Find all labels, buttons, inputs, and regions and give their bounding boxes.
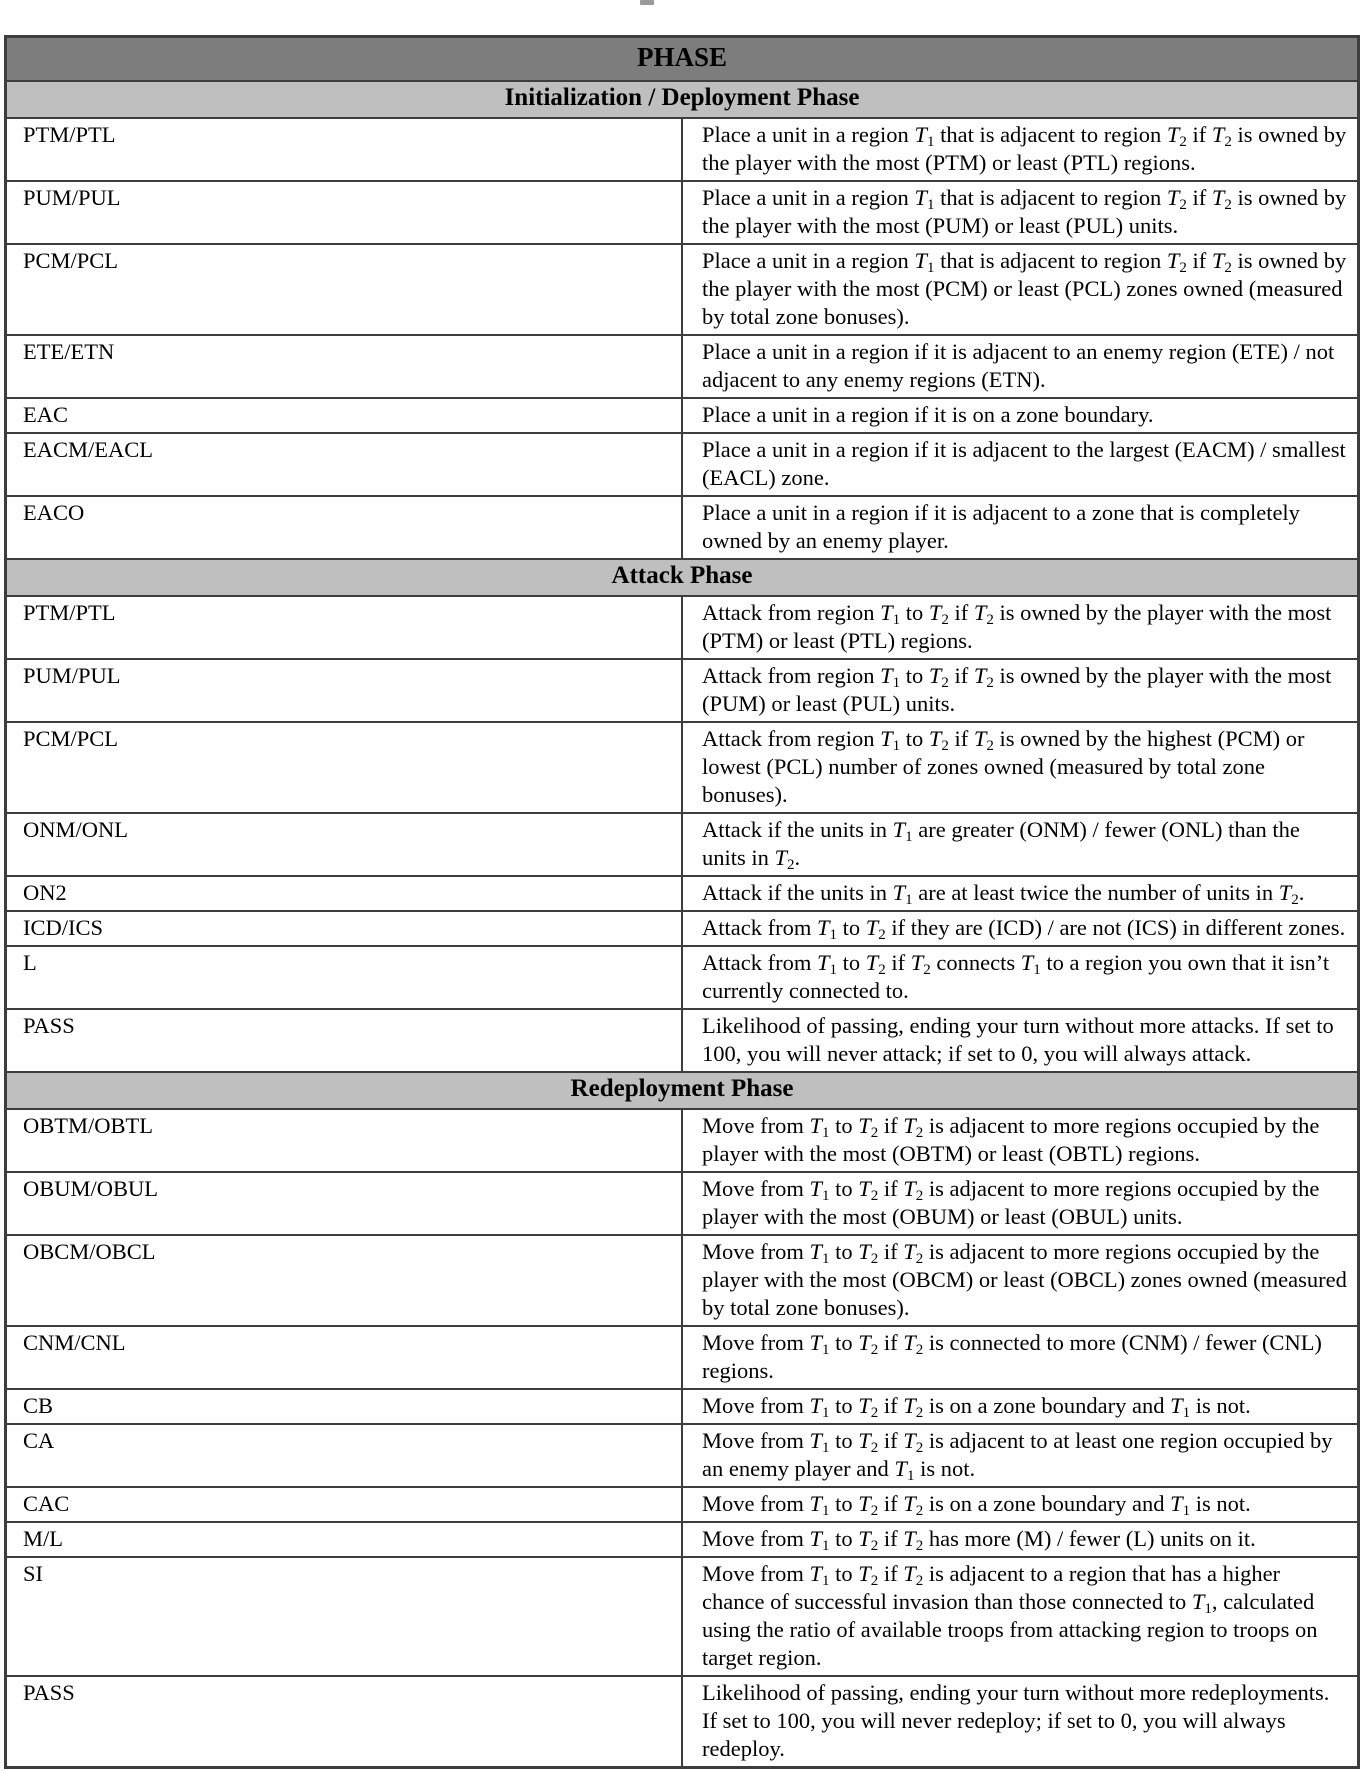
table-row: [6, 911, 1359, 946]
rule-code: CAC: [6, 1487, 683, 1522]
rule-code: EAC: [6, 398, 683, 433]
table-row: [6, 722, 1359, 813]
rule-code: ICD/ICS: [6, 911, 683, 946]
table-header-row: [6, 37, 1359, 82]
rule-description: Move from $T_1$ to $T_2$ if $T_2$ is connected to more (CNM) / fewer (CNL) regions.: [682, 1326, 1359, 1389]
section-label: Attack Phase: [6, 559, 1359, 596]
rule-code: PTM/PTL: [6, 596, 683, 659]
section-label: Redeployment Phase: [6, 1072, 1359, 1109]
rule-description: Move from $T_1$ to $T_2$ if $T_2$ is adjacent to more regions occupied by the player with the most (OBTM) or least (OBTL) regions.: [682, 1109, 1359, 1172]
table-row: [6, 1522, 1359, 1557]
table-row: [6, 335, 1359, 398]
rule-description: Move from $T_1$ to $T_2$ if $T_2$ is on a zone boundary and $T_1$ is not.: [682, 1389, 1359, 1424]
phase-table-body: [6, 81, 1359, 1768]
rule-description: Place a unit in a region $T_1$ that is adjacent to region $T_2$ if $T_2$ is owned by the player with the most (PUM) or least (PUL) units.: [682, 181, 1359, 244]
rule-description: Move from $T_1$ to $T_2$ if $T_2$ is adjacent to more regions occupied by the player with the most (OBUM) or least (OBUL) units.: [682, 1172, 1359, 1235]
rule-description: Attack if the units in $T_1$ are at least twice the number of units in $T_2$.: [682, 876, 1359, 911]
table-row: [6, 1109, 1359, 1172]
table-row: [6, 1326, 1359, 1389]
rule-description: Move from $T_1$ to $T_2$ if $T_2$ has more (M) / fewer (L) units on it.: [682, 1522, 1359, 1557]
rule-description: Place a unit in a region $T_1$ that is adjacent to region $T_2$ if $T_2$ is owned by the player with the most (PTM) or least (PTL) regions.: [682, 118, 1359, 181]
rule-code: PCM/PCL: [6, 244, 683, 335]
phase-rules-table: [4, 35, 1360, 1769]
rule-code: SI: [6, 1557, 683, 1676]
rule-description: Place a unit in a region if it is adjacent to a zone that is completely owned by an enemy player.: [682, 496, 1359, 559]
rule-description: Attack from region $T_1$ to $T_2$ if $T_2$ is owned by the highest (PCM) or lowest (PCL) number of zones owned (measured by total zone bonuses).: [682, 722, 1359, 813]
rule-code: PASS: [6, 1676, 683, 1768]
rule-description: Move from $T_1$ to $T_2$ if $T_2$ is adjacent to a region that has a higher chance of successful invasion than those connected to $T_1$, calculated using the ratio of available troops from attacking region to troops on target region.: [682, 1557, 1359, 1676]
rule-code: EACO: [6, 496, 683, 559]
rule-code: PUM/PUL: [6, 181, 683, 244]
rule-code: CA: [6, 1424, 683, 1487]
rule-description: Move from $T_1$ to $T_2$ if $T_2$ is adjacent to at least one region occupied by an enemy player and $T_1$ is not.: [682, 1424, 1359, 1487]
rule-description: Place a unit in a region if it is adjacent to an enemy region (ETE) / not adjacent to any enemy regions (ETN).: [682, 335, 1359, 398]
table-row: [6, 181, 1359, 244]
rule-description: Attack if the units in $T_1$ are greater (ONM) / fewer (ONL) than the units in $T_2$.: [682, 813, 1359, 876]
table-row: [6, 1235, 1359, 1326]
rule-code: L: [6, 946, 683, 1009]
table-row: [6, 1487, 1359, 1522]
table-row: [6, 659, 1359, 722]
rule-code: CB: [6, 1389, 683, 1424]
rule-description: Move from $T_1$ to $T_2$ if $T_2$ is adjacent to more regions occupied by the player with the most (OBCM) or least (OBCL) zones owned (measured by total zone bonuses).: [682, 1235, 1359, 1326]
rule-description: Attack from region $T_1$ to $T_2$ if $T_2$ is owned by the player with the most (PUM) or least (PUL) units.: [682, 659, 1359, 722]
table-row: [6, 1389, 1359, 1424]
rule-code: ONM/ONL: [6, 813, 683, 876]
rule-description: Likelihood of passing, ending your turn without more redeployments. If set to 100, you will never redeploy; if set to 0, you will always redeploy.: [682, 1676, 1359, 1768]
table-row: [6, 946, 1359, 1009]
rule-description: Attack from region $T_1$ to $T_2$ if $T_2$ is owned by the player with the most (PTM) or least (PTL) regions.: [682, 596, 1359, 659]
rule-code: M/L: [6, 1522, 683, 1557]
rule-code: EACM/EACL: [6, 433, 683, 496]
table-row: [6, 1424, 1359, 1487]
table-row: [6, 496, 1359, 559]
table-row: [6, 433, 1359, 496]
cropped-caption-remnant: [640, 0, 654, 5]
rule-code: PUM/PUL: [6, 659, 683, 722]
rule-description: Place a unit in a region $T_1$ that is adjacent to region $T_2$ if $T_2$ is owned by the player with the most (PCM) or least (PCL) zones owned (measured by total zone bonuses).: [682, 244, 1359, 335]
rule-description: Place a unit in a region if it is adjacent to the largest (EACM) / smallest (EACL) zone.: [682, 433, 1359, 496]
rule-description: Attack from $T_1$ to $T_2$ if $T_2$ connects $T_1$ to a region you own that it isn’t currently connected to.: [682, 946, 1359, 1009]
table-title: PHASE: [6, 37, 1359, 82]
table-row: [6, 876, 1359, 911]
rule-code: OBTM/OBTL: [6, 1109, 683, 1172]
section-header-row: [6, 1072, 1359, 1109]
rule-code: CNM/CNL: [6, 1326, 683, 1389]
table-row: [6, 1009, 1359, 1072]
rule-code: ON2: [6, 876, 683, 911]
rule-description: Attack from $T_1$ to $T_2$ if they are (ICD) / are not (ICS) in different zones.: [682, 911, 1359, 946]
rule-code: PTM/PTL: [6, 118, 683, 181]
table-row: [6, 596, 1359, 659]
rule-code: OBUM/OBUL: [6, 1172, 683, 1235]
rule-code: PCM/PCL: [6, 722, 683, 813]
rule-description: Likelihood of passing, ending your turn without more attacks. If set to 100, you will never attack; if set to 0, you will always attack.: [682, 1009, 1359, 1072]
table-row: [6, 813, 1359, 876]
rule-description: Place a unit in a region if it is on a zone boundary.: [682, 398, 1359, 433]
table-row: [6, 1676, 1359, 1768]
rule-description: Move from $T_1$ to $T_2$ if $T_2$ is on a zone boundary and $T_1$ is not.: [682, 1487, 1359, 1522]
section-header-row: [6, 81, 1359, 118]
table-row: [6, 244, 1359, 335]
rule-code: OBCM/OBCL: [6, 1235, 683, 1326]
table-row: [6, 1172, 1359, 1235]
table-row: [6, 1557, 1359, 1676]
section-label: Initialization / Deployment Phase: [6, 81, 1359, 118]
table-row: [6, 398, 1359, 433]
table-row: [6, 118, 1359, 181]
rule-code: PASS: [6, 1009, 683, 1072]
section-header-row: [6, 559, 1359, 596]
rule-code: ETE/ETN: [6, 335, 683, 398]
